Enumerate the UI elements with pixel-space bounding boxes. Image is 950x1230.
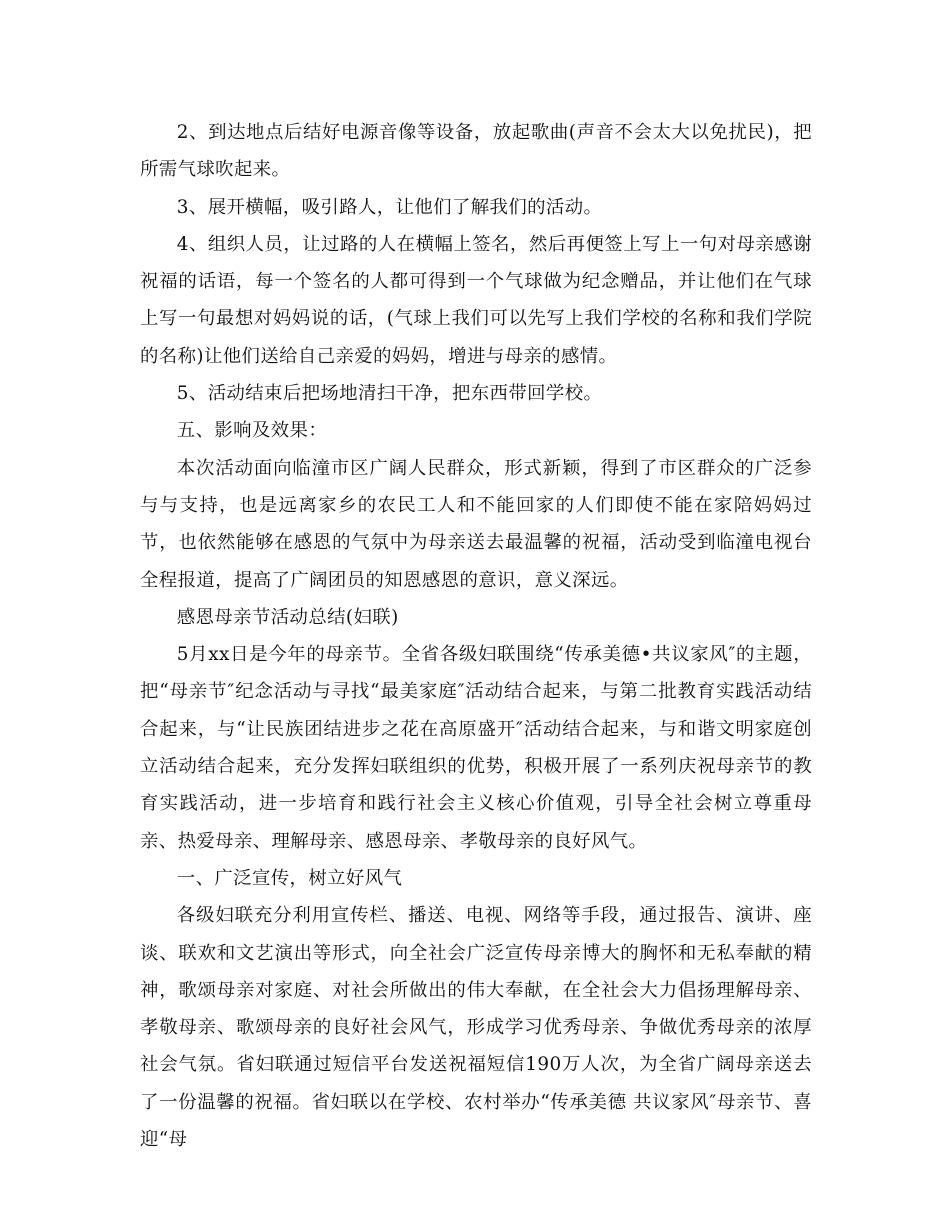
- paragraph-step-3: 3、展开横幅，吸引路人，让他们了解我们的活动。: [176, 196, 603, 218]
- paragraph-step-2: 2、到达地点后结好电源音像等设备，放起歌曲(声音不会太大以免扰民)，把所需气球吹起来。: [140, 122, 812, 181]
- section-heading-publicity: 一、广泛宣传，树立好风气: [176, 867, 403, 889]
- summary-title: 感恩母亲节活动总结(妇联): [176, 606, 399, 628]
- section-heading-impact: 五、影响及效果：: [176, 420, 328, 442]
- paragraph-publicity: 各级妇联充分利用宣传栏、播送、电视、网络等手段，通过报告、演讲、座谈、联欢和文艺演出等形式，向全社会广泛宣传母亲博大的胸怀和无私奉献的精神，歌颂母亲对家庭、对社会所做出的伟大奉献，在全社会大力倡扬理解母亲、孝敬母亲、歌颂母亲的良好社会风气，形成学习优秀母亲、争做优秀母亲的浓厚社会气氛。省妇联通过短信平台发送祝福短信190万人次，为全省广阔母亲送去了一份温馨的祝福。省妇联以在学校、农村举办“传承美德 共议家风″母亲节、喜迎“母: [140, 905, 812, 1151]
- paragraph-step-5: 5、活动结束后把场地清扫干净，把东西带回学校。: [176, 383, 603, 405]
- document-body: [140, 114, 812, 1158]
- paragraph-impact: 本次活动面向临潼市区广阔人民群众，形式新颖，得到了市区群众的广泛参与与支持，也是远离家乡的农民工人和不能回家的人们即使不能在家陪妈妈过节，也依然能够在感恩的气氛中为母亲送去最温馨的祝福，活动受到临潼电视台全程报道，提高了广阔团员的知恩感恩的意识，意义深远。: [140, 457, 812, 591]
- paragraph-step-4: 4、组织人员，让过路的人在横幅上签名，然后再便签上写上一句对母亲感谢祝福的话语，每一个签名的人都可得到一个气球做为纪念赠品，并让他们在气球上写一句最想对妈妈说的话，(气球上我们可以先写上我们学校的名称和我们学院的名称)让他们送给自己亲爱的妈妈，增进与母亲的感情。: [140, 233, 812, 367]
- paragraph-summary-intro: 5月xx日是今年的母亲节。全省各级妇联围绕“传承美德•共议家风″的主题，把“母亲节″纪念活动与寻找“最美家庭″活动结合起来，与第二批教育实践活动结合起来，与“让民族团结进步之花在高原盛开″活动结合起来，与和谐文明家庭创立活动结合起来，充分发挥妇联组织的优势，积极开展了一系列庆祝母亲节的教育实践活动，进一步培育和践行社会主义核心价值观，引导全社会树立尊重母亲、热爱母亲、理解母亲、感恩母亲、孝敬母亲的良好风气。: [140, 644, 812, 852]
